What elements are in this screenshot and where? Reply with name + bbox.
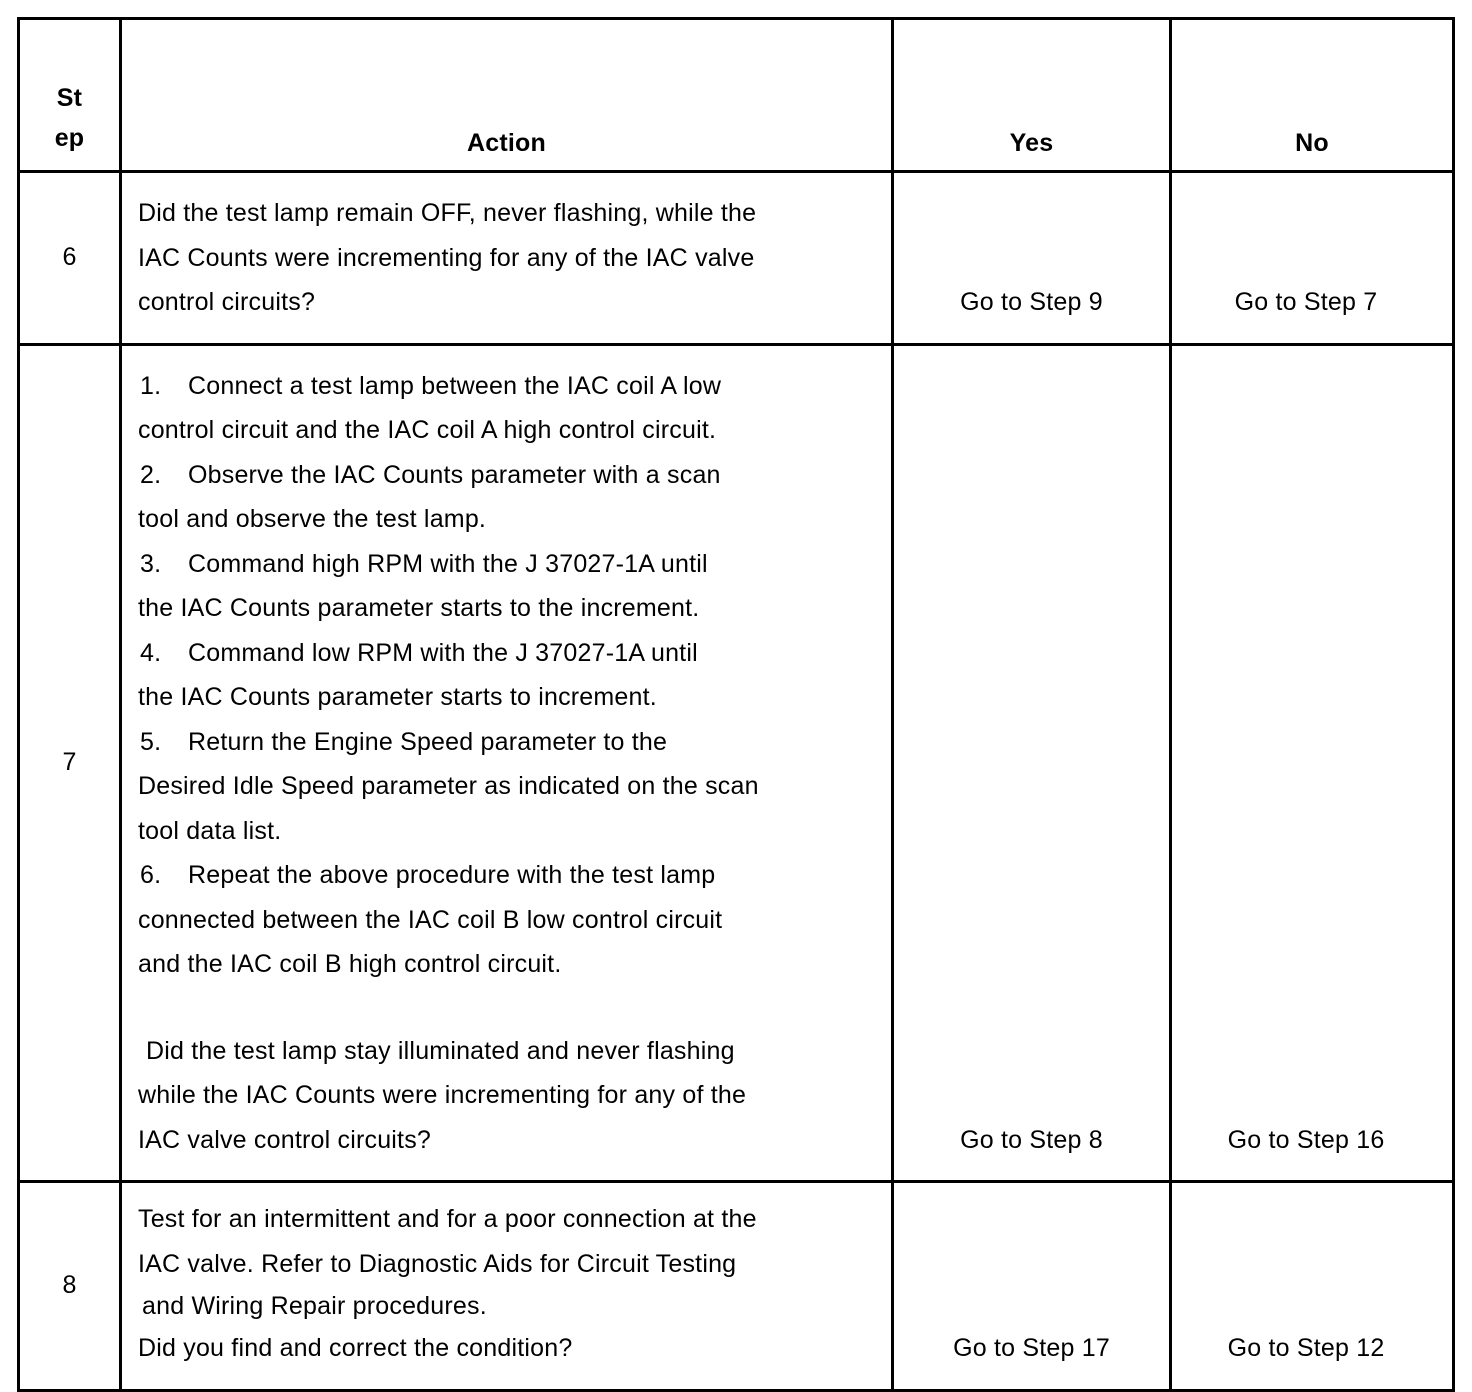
procedure-step-text: Observe the IAC Counts parameter with a scan [188, 460, 721, 489]
header-action: Action [121, 19, 893, 172]
no-result: Go to Step 16 [1171, 344, 1454, 1182]
action-line: control circuits? [138, 288, 316, 316]
procedure-step-continuation: the IAC Counts parameter starts to increment. [138, 683, 657, 711]
procedure-step-text: Command low RPM with the J 37027-1A until [188, 638, 698, 667]
procedure-step-text: Connect a test lamp between the IAC coil A low [188, 371, 722, 400]
yes-result: Go to Step 8 [893, 344, 1171, 1182]
procedure-step-continuation: Desired Idle Speed parameter as indicated on the scan [138, 772, 759, 800]
question-line: Did the test lamp stay illuminated and never flashing [146, 1036, 735, 1065]
step-number: 8 [19, 1182, 121, 1391]
action-line: IAC Counts were incrementing for any of the IAC valve [138, 243, 755, 272]
action-line: Test for an intermittent and for a poor connection at the [138, 1205, 757, 1233]
procedure-step [138, 853, 875, 898]
action-line: Did you find and correct the condition? [138, 1334, 573, 1362]
procedure-step-continuation: control circuit and the IAC coil A high control circuit. [138, 416, 717, 444]
header-yes: Yes [893, 19, 1171, 172]
header-row [19, 19, 1454, 172]
question-line: while the IAC Counts were incrementing for any of the [138, 1081, 747, 1109]
procedure-step-number: 2. [140, 460, 162, 489]
table-row [19, 1182, 1454, 1391]
header-step [19, 19, 121, 172]
action-line: Did the test lamp remain OFF, never flashing, while the [138, 199, 757, 227]
step-number: 6 [19, 172, 121, 345]
action-cell [121, 1182, 893, 1391]
table-row [19, 344, 1454, 1182]
action-line: IAC valve. Refer to Diagnostic Aids for Circuit Testing [138, 1249, 737, 1278]
procedure-step-continuation: tool and observe the test lamp. [138, 505, 487, 533]
procedure-step [138, 364, 875, 409]
procedure-step-continuation: and the IAC coil B high control circuit. [138, 950, 562, 978]
header-step-line1: St [56, 84, 83, 112]
yes-result: Go to Step 17 [893, 1182, 1171, 1391]
procedure-step [138, 631, 875, 676]
procedure-step-continuation: tool data list. [138, 816, 282, 845]
yes-result: Go to Step 9 [893, 172, 1171, 345]
procedure-step-text: Command high RPM with the J 37027-1A until [188, 549, 708, 578]
procedure-step-continuation: the IAC Counts parameter starts to the increment. [138, 594, 700, 622]
procedure-step-number: 5. [140, 727, 162, 756]
procedure-step [138, 453, 875, 498]
step-number: 7 [19, 344, 121, 1182]
no-result: Go to Step 7 [1171, 172, 1454, 345]
action-cell [121, 172, 893, 345]
procedure-step [138, 720, 875, 765]
procedure-step-text: Repeat the above procedure with the test lamp [188, 861, 716, 889]
procedure-step-text: Return the Engine Speed parameter to the [188, 727, 668, 756]
diagnostic-table [17, 17, 1455, 1392]
procedure-step [138, 542, 875, 587]
table-row [19, 172, 1454, 345]
action-line: and Wiring Repair procedures. [142, 1292, 487, 1320]
question-line: IAC valve control circuits? [138, 1125, 431, 1154]
spacer [138, 987, 875, 1029]
procedure-step-continuation: connected between the IAC coil B low control circuit [138, 905, 723, 934]
action-cell [121, 344, 893, 1182]
procedure-step-number: 4. [140, 638, 162, 667]
header-step-line2: ep [54, 124, 85, 152]
procedure-step-number: 3. [140, 549, 162, 578]
no-result: Go to Step 12 [1171, 1182, 1454, 1391]
procedure-step-number: 6. [140, 861, 162, 889]
procedure-step-number: 1. [140, 371, 162, 400]
header-no: No [1171, 19, 1454, 172]
